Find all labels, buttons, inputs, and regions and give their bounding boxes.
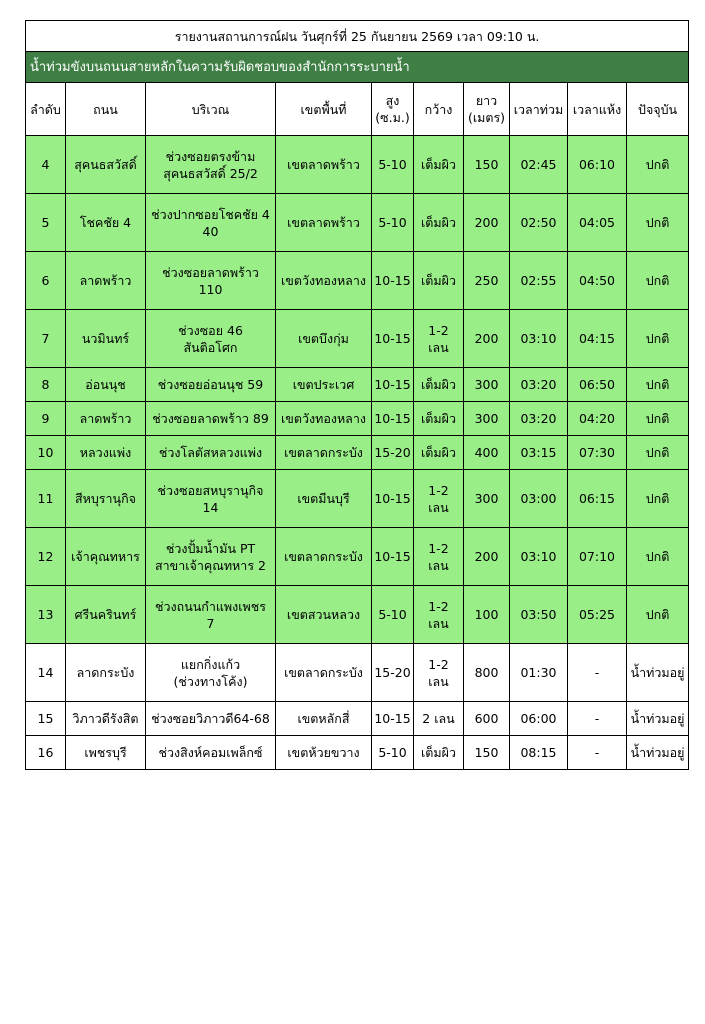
row-status: ปกติ	[627, 586, 689, 644]
row-length: 800	[464, 644, 510, 702]
row-dry-time: 05:25	[568, 586, 627, 644]
row-height: 10-15	[372, 702, 414, 736]
row-length: 100	[464, 586, 510, 644]
row-area: ช่วงซอย 46 สันติอโศก	[146, 310, 276, 368]
row-no: 11	[26, 470, 66, 528]
row-length: 200	[464, 528, 510, 586]
flood-report-table	[25, 20, 689, 770]
row-dry-time: 04:50	[568, 252, 627, 310]
row-height: 5-10	[372, 194, 414, 252]
row-district: เขตประเวศ	[276, 368, 372, 402]
row-status: ปกติ	[627, 402, 689, 436]
table-row	[26, 194, 689, 252]
row-length: 150	[464, 136, 510, 194]
row-no: 4	[26, 136, 66, 194]
row-area: แยกกิ่งแก้ว (ช่วงทางโค้ง)	[146, 644, 276, 702]
row-flood-time: 03:10	[510, 310, 568, 368]
row-height: 10-15	[372, 368, 414, 402]
row-road: สีหบุรานุกิจ	[66, 470, 146, 528]
row-height: 10-15	[372, 310, 414, 368]
row-flood-time: 01:30	[510, 644, 568, 702]
row-length: 300	[464, 402, 510, 436]
row-flood-time: 03:50	[510, 586, 568, 644]
row-width: 1-2 เลน	[414, 470, 464, 528]
row-length: 300	[464, 368, 510, 402]
row-status: น้ำท่วมอยู่	[627, 736, 689, 770]
row-district: เขตวังทองหลาง	[276, 252, 372, 310]
row-status: ปกติ	[627, 252, 689, 310]
row-area: ช่วงปั้มน้ำมัน PT สาขาเจ้าคุณทหาร 2	[146, 528, 276, 586]
row-length: 300	[464, 470, 510, 528]
header-height: สูง (ซ.ม.)	[372, 83, 414, 136]
row-no: 8	[26, 368, 66, 402]
row-dry-time: -	[568, 736, 627, 770]
row-road: ลาดพร้าว	[66, 402, 146, 436]
row-dry-time: 06:50	[568, 368, 627, 402]
row-dry-time: 04:20	[568, 402, 627, 436]
header-road: ถนน	[66, 83, 146, 136]
row-no: 7	[26, 310, 66, 368]
table-row	[26, 586, 689, 644]
report-title: รายงานสถานการณ์ฝน วันศุกร์ที่ 25 กันยายน 2569 เวลา 09:10 น.	[26, 21, 689, 52]
row-flood-time: 02:45	[510, 136, 568, 194]
row-status: ปกติ	[627, 194, 689, 252]
row-area: ช่วงซอยสหบุรานุกิจ 14	[146, 470, 276, 528]
row-flood-time: 02:55	[510, 252, 568, 310]
row-status: ปกติ	[627, 528, 689, 586]
row-district: เขตวังทองหลาง	[276, 402, 372, 436]
row-district: เขตลาดกระบัง	[276, 644, 372, 702]
header-no: ลำดับ	[26, 83, 66, 136]
row-no: 15	[26, 702, 66, 736]
table-row	[26, 368, 689, 402]
row-district: เขตลาดกระบัง	[276, 436, 372, 470]
row-length: 200	[464, 310, 510, 368]
row-dry-time: 04:15	[568, 310, 627, 368]
row-area: ช่วงโลตัสหลวงแพ่ง	[146, 436, 276, 470]
table-row	[26, 136, 689, 194]
row-road: ศรีนครินทร์	[66, 586, 146, 644]
row-flood-time: 03:15	[510, 436, 568, 470]
row-area: ช่วงซอยตรงข้าม สุคนธสวัสดิ์ 25/2	[146, 136, 276, 194]
row-dry-time: 07:30	[568, 436, 627, 470]
row-road: นวมินทร์	[66, 310, 146, 368]
row-width: เต็มผิว	[414, 436, 464, 470]
row-dry-time: 04:05	[568, 194, 627, 252]
row-district: เขตหลักสี่	[276, 702, 372, 736]
row-height: 5-10	[372, 586, 414, 644]
row-length: 600	[464, 702, 510, 736]
row-dry-time: -	[568, 644, 627, 702]
row-district: เขตลาดกระบัง	[276, 528, 372, 586]
row-no: 16	[26, 736, 66, 770]
row-no: 13	[26, 586, 66, 644]
row-district: เขตลาดพร้าว	[276, 136, 372, 194]
row-road: หลวงแพ่ง	[66, 436, 146, 470]
table-row	[26, 402, 689, 436]
row-road: ลาดพร้าว	[66, 252, 146, 310]
table-row	[26, 528, 689, 586]
row-area: ช่วงซอยอ่อนนุช 59	[146, 368, 276, 402]
row-width: 1-2 เลน	[414, 310, 464, 368]
row-district: เขตสวนหลวง	[276, 586, 372, 644]
row-no: 9	[26, 402, 66, 436]
row-no: 14	[26, 644, 66, 702]
row-area: ช่วงสิงห์คอมเพล็กซ์	[146, 736, 276, 770]
row-status: ปกติ	[627, 136, 689, 194]
table-row	[26, 644, 689, 702]
row-dry-time: -	[568, 702, 627, 736]
table-row	[26, 702, 689, 736]
row-status: ปกติ	[627, 436, 689, 470]
row-flood-time: 06:00	[510, 702, 568, 736]
row-no: 10	[26, 436, 66, 470]
row-status: น้ำท่วมอยู่	[627, 702, 689, 736]
row-width: 1-2 เลน	[414, 644, 464, 702]
row-width: 1-2 เลน	[414, 586, 464, 644]
row-length: 250	[464, 252, 510, 310]
header-district: เขตพื้นที่	[276, 83, 372, 136]
row-flood-time: 03:20	[510, 402, 568, 436]
header-row	[26, 83, 689, 136]
row-district: เขตลาดพร้าว	[276, 194, 372, 252]
row-length: 150	[464, 736, 510, 770]
row-width: เต็มผิว	[414, 194, 464, 252]
section-heading: น้ำท่วมขังบนถนนสายหลักในความรับผิดชอบของสำนักการระบายน้ำ	[26, 52, 689, 83]
table-row	[26, 252, 689, 310]
header-length: ยาว (เมตร)	[464, 83, 510, 136]
row-district: เขตบึงกุ่ม	[276, 310, 372, 368]
row-height: 10-15	[372, 252, 414, 310]
row-road: โชคชัย 4	[66, 194, 146, 252]
row-height: 10-15	[372, 470, 414, 528]
row-status: ปกติ	[627, 310, 689, 368]
row-area: ช่วงซอยลาดพร้าว 110	[146, 252, 276, 310]
row-width: เต็มผิว	[414, 736, 464, 770]
header-area: บริเวณ	[146, 83, 276, 136]
row-area: ช่วงถนนกำแพงเพชร 7	[146, 586, 276, 644]
row-road: เจ้าคุณทหาร	[66, 528, 146, 586]
header-dry-time: เวลาแห้ง	[568, 83, 627, 136]
row-height: 15-20	[372, 644, 414, 702]
row-road: สุคนธสวัสดิ์	[66, 136, 146, 194]
row-no: 6	[26, 252, 66, 310]
row-road: ลาดกระบัง	[66, 644, 146, 702]
row-dry-time: 06:10	[568, 136, 627, 194]
row-district: เขตมีนบุรี	[276, 470, 372, 528]
row-status: น้ำท่วมอยู่	[627, 644, 689, 702]
table-row	[26, 736, 689, 770]
header-status: ปัจจุบัน	[627, 83, 689, 136]
row-length: 200	[464, 194, 510, 252]
row-flood-time: 03:20	[510, 368, 568, 402]
row-status: ปกติ	[627, 368, 689, 402]
row-height: 5-10	[372, 736, 414, 770]
row-flood-time: 02:50	[510, 194, 568, 252]
row-height: 10-15	[372, 528, 414, 586]
header-width: กว้าง	[414, 83, 464, 136]
table-row	[26, 310, 689, 368]
row-width: เต็มผิว	[414, 368, 464, 402]
row-flood-time: 08:15	[510, 736, 568, 770]
row-road: วิภาวดีรังสิต	[66, 702, 146, 736]
row-area: ช่วงปากซอยโชคชัย 4 40	[146, 194, 276, 252]
row-width: เต็มผิว	[414, 252, 464, 310]
row-area: ช่วงซอยลาดพร้าว 89	[146, 402, 276, 436]
row-dry-time: 06:15	[568, 470, 627, 528]
row-height: 10-15	[372, 402, 414, 436]
row-width: 1-2 เลน	[414, 528, 464, 586]
row-width: เต็มผิว	[414, 136, 464, 194]
row-road: เพชรบุรี	[66, 736, 146, 770]
row-district: เขตห้วยขวาง	[276, 736, 372, 770]
row-status: ปกติ	[627, 470, 689, 528]
row-area: ช่วงซอยวิภาวดี64-68	[146, 702, 276, 736]
row-flood-time: 03:00	[510, 470, 568, 528]
row-no: 5	[26, 194, 66, 252]
row-flood-time: 03:10	[510, 528, 568, 586]
header-flood-time: เวลาท่วม	[510, 83, 568, 136]
row-no: 12	[26, 528, 66, 586]
row-height: 5-10	[372, 136, 414, 194]
row-road: อ่อนนุช	[66, 368, 146, 402]
row-length: 400	[464, 436, 510, 470]
row-width: เต็มผิว	[414, 402, 464, 436]
table-row	[26, 436, 689, 470]
row-width: 2 เลน	[414, 702, 464, 736]
row-dry-time: 07:10	[568, 528, 627, 586]
row-height: 15-20	[372, 436, 414, 470]
table-row	[26, 470, 689, 528]
